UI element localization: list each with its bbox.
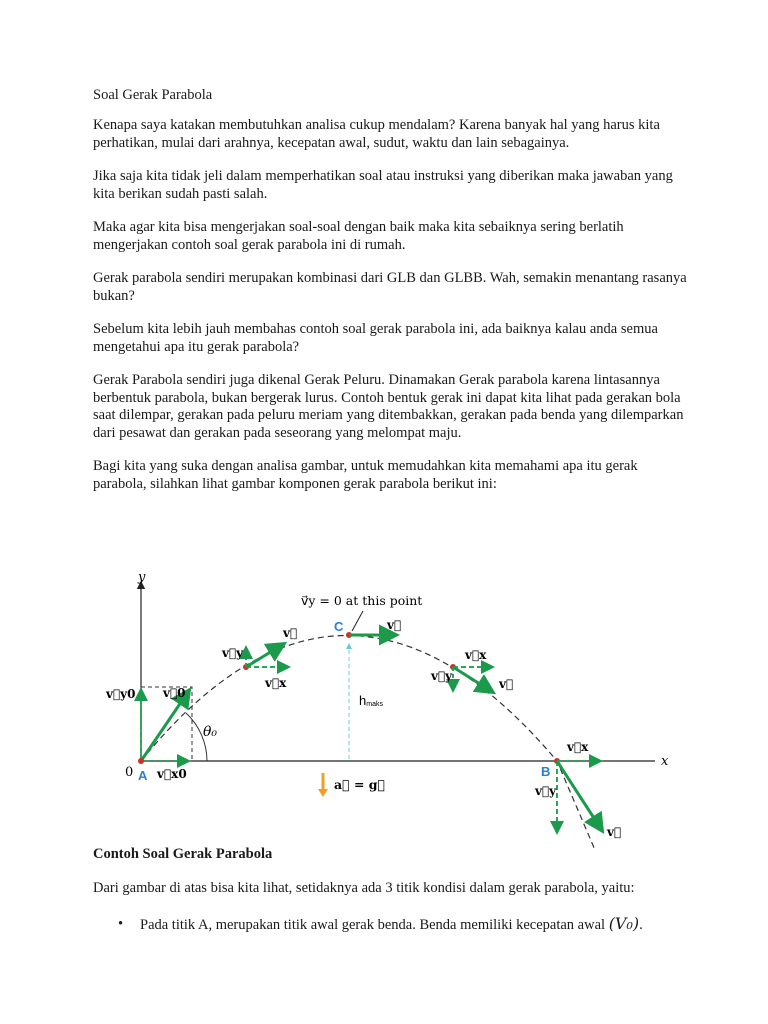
list-item-text: Pada titik A, merupakan titik awal gerak benda. Benda memiliki kecepatan awal (140, 917, 606, 933)
vy0-label: v⃗y0 (106, 687, 136, 701)
bullet-icon: • (118, 916, 124, 932)
descending-vy-label: v⃗y (431, 669, 453, 683)
point-a-marker (138, 758, 144, 764)
descending-vx-label: v⃗x (465, 648, 487, 662)
section-heading: Contoh Soal Gerak Parabola (93, 846, 273, 862)
paragraph-2: Jika saja kita tidak jeli dalam memperhatikan soal atau instruksi yang diberikan maka jawaban yang kita berikan sudah pasti salah. (93, 168, 673, 202)
descending-v-arrow (453, 667, 491, 691)
b-vy-label: v⃗y (535, 784, 557, 798)
paragraph-3: Maka agar kita bisa mengerjakan soal-soal dengan baik maka kita sebaiknya sering berlatih mengerjakan contoh soal gerak parabola ini di rumah. (93, 219, 624, 253)
list-item (118, 914, 688, 935)
descending-v-label: v⃗ (499, 677, 514, 691)
projectile-diagram (95, 565, 685, 850)
vx0-label: v⃗x0 (157, 767, 187, 781)
point-b-label: B (541, 764, 551, 779)
rising-vx-label: v⃗x (265, 676, 287, 690)
after-figure-paragraph: Dari gambar di atas bisa kita lihat, setidaknya ada 3 titik kondisi dalam gerak parabola, yaitu: (93, 880, 635, 896)
paragraph-6: Gerak Parabola sendiri juga dikenal Gerak Peluru. Dinamakan Gerak parabola karena lintasannya berbentuk parabola, bukan bergerak lurus. Contoh bentuk gerak ini dapat kita lihat pada gerakan bola saat dilempar, gerakan pada peluru meriam yang ditembakkan, gerakan pada benda yang dilemparkan dari pesawat dan gerakan pada seseorang yang melompat maju. (93, 372, 684, 441)
y-axis-label: y (138, 570, 146, 585)
origin-label: 0 (125, 765, 134, 780)
document-title: Soal Gerak Parabola (93, 87, 213, 103)
point-c-label: C (334, 619, 344, 634)
b-vx-label: v⃗x (567, 740, 589, 754)
b-v-label: v⃗ (607, 825, 622, 839)
conditions-list (118, 914, 688, 935)
hmaks-sub: maks (366, 701, 383, 708)
b-v-arrow (557, 761, 601, 829)
paragraph-5: Sebelum kita lebih jauh membahas contoh soal gerak parabola ini, ada baiknya kalau anda semua mengetahui apa itu gerak parabola? (93, 321, 658, 355)
document-body (93, 86, 693, 509)
gravity-arrowhead (318, 789, 328, 797)
hmaks-h: h (359, 693, 367, 708)
projectile-motion-figure (95, 565, 685, 850)
gravity-label: a⃗ = g⃗ (334, 777, 386, 792)
paragraph-1: Kenapa saya katakan membutuhkan analisa cukup mendalam? Karena banyak hal yang harus kita perhatikan, mulai dari arahnya, kecepatan awal, sudut, waktu dan lain sebagainya. (93, 117, 660, 151)
apex-annotation-pointer (352, 611, 363, 631)
v0-arrow (141, 692, 188, 761)
list-item-suffix: . (639, 917, 643, 933)
rising-vy-label: v⃗y (222, 646, 244, 660)
apex-annotation: v⃗y = 0 at this point (301, 593, 423, 608)
paragraph-7: Bagi kita yang suka dengan analisa gambar, untuk memudahkan kita memahami apa itu gerak parabola, silahkan lihat gambar komponen gerak parabola berikut ini: (93, 458, 638, 492)
rising-v-arrow (246, 645, 282, 667)
apex-v-label: v⃗ (387, 618, 402, 632)
angle-label: θ₀ (203, 724, 218, 740)
point-a-label: A (138, 768, 148, 783)
x-axis-label: x (661, 754, 669, 769)
paragraph-4: Gerak parabola sendiri merupakan kombinasi dari GLB dan GLBB. Wah, semakin menantang rasanya bukan? (93, 270, 687, 304)
trajectory-path (141, 636, 595, 851)
hmaks-label (359, 693, 383, 708)
rising-v-label: v⃗ (283, 626, 298, 640)
v0-label: v⃗0 (163, 686, 186, 700)
list-item-math: (V₀) (608, 914, 640, 933)
